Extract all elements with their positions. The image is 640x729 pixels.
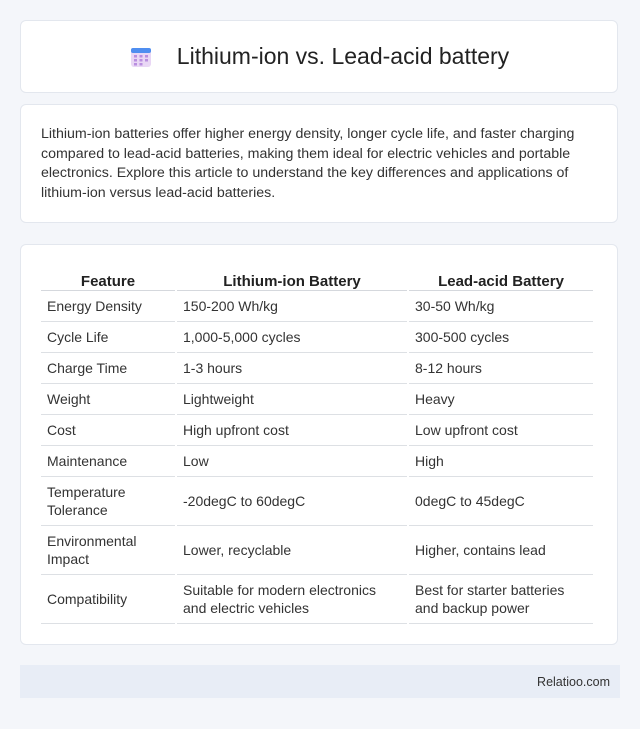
lithium-ion-cell: 1-3 hours bbox=[177, 353, 407, 384]
intro-card bbox=[20, 104, 618, 223]
feature-cell: Weight bbox=[41, 384, 175, 415]
intro-text: Lithium-ion batteries offer higher energy density, longer cycle life, and faster charging compared to lead-acid batteries, making them ideal for electric vehicles and portable electronics. Explore this article to understand the key differences and applications of lithium-ion versus lead-acid batteries. bbox=[41, 126, 575, 201]
lead-acid-cell: Best for starter batteries and backup power bbox=[409, 575, 593, 624]
table-row bbox=[41, 477, 593, 526]
feature-cell: Environmental Impact bbox=[41, 526, 175, 575]
feature-cell: Temperature Tolerance bbox=[41, 477, 175, 526]
lead-acid-cell: Low upfront cost bbox=[409, 415, 593, 446]
table-row bbox=[41, 415, 593, 446]
lead-acid-cell: Higher, contains lead bbox=[409, 526, 593, 575]
lithium-ion-cell: Low bbox=[177, 446, 407, 477]
feature-cell: Compatibility bbox=[41, 575, 175, 624]
calendar-icon bbox=[129, 45, 153, 69]
footer bbox=[20, 665, 620, 698]
footer-brand: Relatioo.com bbox=[537, 674, 610, 689]
table-row bbox=[41, 384, 593, 415]
table-row bbox=[41, 322, 593, 353]
table-row bbox=[41, 353, 593, 384]
title-card bbox=[20, 20, 618, 93]
lead-acid-cell: Heavy bbox=[409, 384, 593, 415]
feature-cell: Cycle Life bbox=[41, 322, 175, 353]
lithium-ion-cell: Suitable for modern electronics and electric vehicles bbox=[177, 575, 407, 624]
table-row bbox=[41, 575, 593, 624]
lithium-ion-cell: Lower, recyclable bbox=[177, 526, 407, 575]
feature-cell: Charge Time bbox=[41, 353, 175, 384]
feature-cell: Maintenance bbox=[41, 446, 175, 477]
lithium-ion-cell: 150-200 Wh/kg bbox=[177, 291, 407, 322]
lithium-ion-cell: -20degC to 60degC bbox=[177, 477, 407, 526]
lithium-ion-cell: High upfront cost bbox=[177, 415, 407, 446]
comparison-table bbox=[39, 265, 595, 624]
lithium-ion-cell: 1,000-5,000 cycles bbox=[177, 322, 407, 353]
table-header-row bbox=[41, 265, 593, 291]
lead-acid-cell: 0degC to 45degC bbox=[409, 477, 593, 526]
table-card bbox=[20, 244, 618, 645]
table-row bbox=[41, 446, 593, 477]
table-row bbox=[41, 291, 593, 322]
lead-acid-cell: High bbox=[409, 446, 593, 477]
feature-cell: Cost bbox=[41, 415, 175, 446]
table-row bbox=[41, 526, 593, 575]
lead-acid-cell: 30-50 Wh/kg bbox=[409, 291, 593, 322]
lead-acid-cell: 300-500 cycles bbox=[409, 322, 593, 353]
page-title: Lithium-ion vs. Lead-acid battery bbox=[176, 43, 510, 69]
lithium-ion-cell: Lightweight bbox=[177, 384, 407, 415]
lead-acid-cell: 8-12 hours bbox=[409, 353, 593, 384]
header-lithium-ion: Lithium-ion Battery bbox=[177, 265, 407, 291]
header-lead-acid: Lead-acid Battery bbox=[409, 265, 593, 291]
header-feature: Feature bbox=[41, 265, 175, 291]
feature-cell: Energy Density bbox=[41, 291, 175, 322]
